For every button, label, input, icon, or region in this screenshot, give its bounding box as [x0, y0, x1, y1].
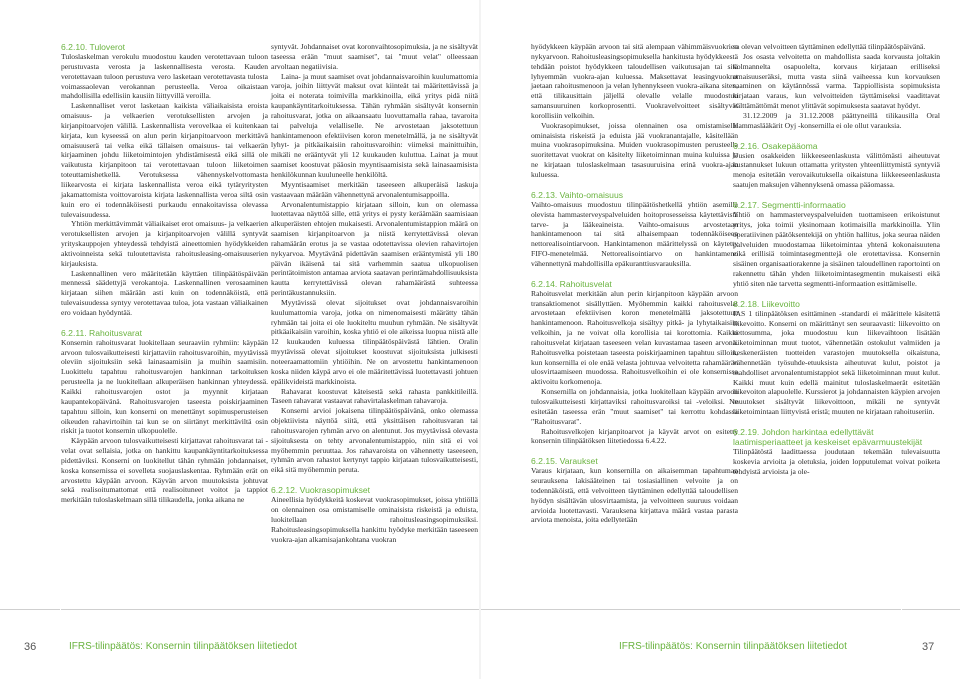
column-1 — [61, 42, 268, 505]
paragraph: Yhtiö on hammasterveyspalveluiden tuottamiseen erikoistunut yritys, joka toimii yksinomaan kotimaisilla markkinoilla. Ylin operatiivinen päätöksentekijä on yhtiön hallitus, joka seuraa näiden palveluiden muodostamaa liiketoimintaa yhtenä kokonaisuutena eikä erillisiä toimintasegmenttejä ole erotettavissa. Konsernin sisäinen organisaatiorakenne ja sisäinen taloudellinen raportointi on rakennettu tähän yhden liiketoimintasegmentin mukaisesti eikä yhtiö siten näe tarvetta segmentti-informaation esittämiselle. — [733, 209, 940, 288]
paragraph: Tuloslaskelman verokulu muodostuu kauden verotettavaan tuloon perustuvasta verosta ja laskennallisesta verosta. Kauden verotettavaan tuloon perustuva vero lasketaan verotettavasta tulosta voimassaolevan verokannan perusteella. Veroa oikaistaan mahdollisilla edellisiin kausiin liittyvillä veroilla. — [61, 52, 268, 101]
paragraph: Käypään arvoon tulosvaikutteisesti kirjattavat rahoitusvarat tai -velat ovat sellaisia, jotka on hankittu kaupankäyntitarkoituksessa pidettäviksi. Konserni on luokitellut tähän ryhmään johdannaiset, koska konsernissa ei sovelleta suojauslaskentaa. Ryhmään erät on arvostettu käypään arvoon. Käyvän arvon muutoksista johtuvat sekä realisoitumattomat että realisoituneet voitot ja tappiot merkitään tuloslaskelmaan sillä tilikaudella, jonka aikana ne — [61, 436, 268, 505]
paragraph: Myytävissä olevat sijoitukset ovat johdannaisvaroihin kuulumattomia varoja, jotka on nimenomaisesti määrätty tähän ryhmään tai joita ei ole luokiteltu muuhun ryhmään. Ne sisältyvät pitkäaikaisiin varoihin, koska yhtiö ei ole aikeissa luopua niistä alle 12 kuukauden kuluessa tilinpäätöspäivästä lähtien. Oralin myytävissä olevat sijoitukset koostuvat sijoituksista julkisesti noteeraamattomiin yhtiöihin. Ne on arvostettu hankintamenoon koska niiden käypä arvo ei ole määritettävissä luotettavasti johtuen epälikvideistä markkinoista. — [271, 297, 478, 386]
paragraph: Rahoitusvelkojen kirjanpitoarvot ja käyvät arvot on esitetty konsernin tilinpäätöksen liitetiedossa 6.4.22. — [531, 426, 738, 446]
section-heading: 6.2.16. Osakepääoma — [733, 140, 818, 151]
paragraph: Laskennalliset verot lasketaan kaikista väliaikaisista eroista omaisuus- ja velkaerien verotuksellisten arvojen ja kirjanpitoarvojen välillä. Laskennallista verovelkaa ei kuitenkaan kirjata, kun kyseessä on alun perin kirjanpitoarvoon merkittävä omaisuuserä tai velka eikä tällaisen omaisuus- tai velkaerän kirjaaminen johdu liiketoimintojen yhdistämisestä eikä sillä ole vaikutusta kirjanpitoon tai verotettavaan tuloon liiketoimen toteuttamishetkellä. Verotuksessa vähennyskelvottomasta liikearvosta ei kirjata laskennallista veroa eikä tytäryritysten jakamattomista voittovaroista kirjata laskennallista veroa siltä osin kuin ero ei todennäköisesti purkaudu ennakoitavissa olevassa tulevaisuudessa. — [61, 101, 268, 219]
paragraph: Laskennallinen vero määritetään käyttäen tilinpäätöspäivään mennessä säädettyjä verokantoja. Laskennallinen verosaaminen kirjataan siihen määrään asti kuin on todennäköistä, että tulevaisuudessa syntyy verotettavaa tuloa, jota vastaan väliaikainen ero voidaan hyödyntää. — [61, 268, 268, 317]
paragraph: 31.12.2009 ja 31.12.2008 päättyneillä tilikausilla Oral Hammaslääkärit Oyj -konsernilla ei ole ollut varauksia. — [733, 110, 940, 130]
section-heading: 6.2.19. Johdon harkintaa edellyttävät laatimisperiaatteet ja keskeiset epävarmuustekijät — [733, 427, 923, 447]
page-number-right: 37 — [922, 641, 935, 653]
paragraph: Rahoitusvelat merkitään alun perin kirjanpitoon käypään arvoon transaktiomenot sisällyttäen. Myöhemmin kaikki rahoitusvelat arvostetaan efektiivisen koron menetelmällä jaksotettuun hankintamenoon. Rahoitusvelkoja sisältyy pitkä- ja lyhytaikaisiin velkoihin, ja ne voivat olla korollisia tai korottomia. Kaikki rahoitusvelat kirjataan taseeseen velan kuvastamaa taseen arvona. Rahoitusvelka poistetaan taseesta poiskirjaaminen tapahtuu silloin, kun konsernilla ei ole enää velasta johtuvaa velvoitetta rahamäärän ulosvirtaamiseen muodossa. Rahoitusvelkoihin ei ole konsernissa aktivoitu korkomenoja. — [531, 288, 738, 387]
paragraph: Konserni arvioi jokaisena tilinpäätöspäivänä, onko olemassa objektiivista näyttöä siitä, että yksittäisen rahoitusvaran tai rahoitusvarojen ryhmän arvo on alentunut. Jos myytävissä olevasta sijoituksesta on tehty arvonalentumistappio, niin sitä ei voi myöhemmin peruuttaa. Jos rahavaroista on vähennetty taseeseen, ryhmän arvon rahastot kertynyt tappio kirjataan tulosvaikutteisesti, eikä sitä myöhemmin peruta. — [271, 406, 478, 475]
column-4 — [733, 42, 940, 477]
paragraph: Laina- ja muut saamiset ovat johdannaisvaroihin kuulumattomia varoja, joihin liittyvät maksut ovat kiinteät tai määritettävissä ja joita ei noterata toimivilla markkinoilla, eikä yritys pidä niitä kaupankäyntitarkoituksessa. Tähän ryhmään sisältyvät konsernin rahoitusvarat, jotka on aikaansaatu luovuttamalla rahaa, tavaroita tai palveluja velalliselle. Ne arvostetaan jaksotettuun hankintamenoon efektiivisen koron menetelmällä, ja ne sisältyvät lyhyt- ja pitkäaikaisiin rahoitusvaroihin: viimeksi mainittuihin, mikäli ne erääntyvät yli 12 kuukauden kuluttua. Lainat ja muut saamiset koostuvat pääosin myyntisaamisista sekä lainasaamisista henkilökunnan kuuluneelle henkilöltä. — [271, 71, 478, 179]
section-heading: 6.2.11. Rahoitusvarat — [61, 327, 143, 338]
section-heading: 6.2.15. Varaukset — [531, 456, 598, 467]
footer-rule — [902, 609, 960, 610]
column-3 — [531, 42, 738, 525]
column-2 — [271, 42, 478, 544]
page-footer — [0, 609, 960, 679]
paragraph: Vaihto-omaisuus muodostuu tilinpäätöshetkellä yhtiön asemilla olevista hammasterveyspalveluiden hoitoprosesseissa käytettävistä tarve- ja lääkeaineista. Vaihto-omaisuus arvostetaan hankintamenoon tai sitä alhaisempaan todennäköiseen nettorealisointiarvoon. Hankintamenon määrittelyssä on käytetty FIFO-menetelmää. Nettorealisointiarvo on hankintameno vähennettynä mahdollisilla epäkuranttiusvarauksilla. — [531, 199, 738, 268]
paragraph: Rahavarat koostuvat käteisestä sekä rahasta pankkitileillä. Taseen rahavarat vastaavat rahavirtalaskelman rahavaroja. — [271, 386, 478, 406]
paragraph: Aineellisia hyödykkeitä koskevat vuokrasopimukset, joissa yhtiöllä on olennainen osa omistamiselle ominaisista riskeistä ja eduista, luokitellaan rahoitusleasingsopimuksiksi. Rahoitusleasingsopimuksella hankittu hyödyke merkitään taseeseen vuokra-ajan alkamisajankohtana vuokran — [271, 495, 478, 544]
paragraph: Konsernin rahoitusvarat luokitellaan seuraaviin ryhmiin: käypään arvoon tulosvaikutteisesti kirjattaviin rahoitusvaroihin, myytävissä oleviin sijoituksiin sekä lainasaamisiin ja muihin saamisiin. Luokittelu tapahtuu rahoitusvarojen hankinnan tarkoituksen perusteella ja ne luokitellaan alkuperäisen hankinnan yhteydessä. Kaikki rahoitusvarojen ostot ja myynnit kirjataan kaupantekopäivänä. Rahoitusvarojen taseesta poiskirjaaminen tapahtuu silloin, kun konserni on menettänyt sopimusperusteisen oikeuden rahavirtoihin tai kun se on siirtänyt merkittäviltä osin riskit ja tuotot konsernin ulkopuolelle. — [61, 337, 268, 436]
page-number-left: 36 — [24, 641, 37, 653]
paragraph: Uusien osakkeiden liikkeeseenlaskusta välittömästi aiheutuvat kustannukset lukuun ottamatta yritysten yhteenliittymistä syntyviä menoja esitetään verovaikutuksella oikaistuna liikkeeseenlaskusta saatujen maksujen vähennyksenä omassa pääomassa. — [733, 150, 940, 190]
paragraph: Tilinpäätöstä laadittaessa joudutaan tekemään tulevaisuutta koskevia arvioita ja oletuksia, joiden lopputulemat voivat poiketa tehdyistä arvioista ja ole- — [733, 447, 940, 476]
paragraph: Yhtiön merkittävimmät väliaikaiset erot omaisuus- ja velkaerien verotuksellisten arvojen ja kirjanpitoarvojen välillä syntyvät yrityskauppojen yhteydessä tehdyistä aineettomien hyödykkeiden aktivoinneista sekä tuloutettavista rahoitusleasing-omaisuuserien kirjauksista. — [61, 219, 268, 268]
spread-gutter — [479, 0, 481, 679]
footer-rule — [61, 609, 479, 610]
paragraph: Varaus kirjataan, kun konsernilla on aikaisemman tapahtuman seurauksena lakisääteinen tai tosiasiallinen velvoite ja on todennäköistä, että velvoitteen täyttäminen edellyttää taloudellisen hyödyn sisältävän ulosvirtaamista, ja velvoitteen suuruus voidaan arvioida luotettavasti. Varauksena kirjattava määrä vastaa parasta arviota menoista, joita edellytetään — [531, 466, 738, 525]
paragraph: Vuokrasopimukset, joissa olennainen osa omistamiselle ominaisista riskeistä ja eduista jää vuokranantajalle, käsitellään muina vuokrasopimuksina. Muiden vuokrasopimusten perusteella suoritettavat vuokrat on käsitelty liiketoiminnan muina kuluissa ja ne kirjataan tuloslaskelmaan tasasuuruisina erinä vuokra-ajan kuluessa. — [531, 120, 738, 179]
section-heading: 6.2.14. Rahoitusvelat — [531, 278, 612, 289]
paragraph: Arvonalentumistappio kirjataan silloin, kun on olemassa luotettavaa näyttöä sille, että yritys ei pysty keräämään saamisiaan alkuperäisten ehtojen mukaisesti. Arvonalentumistappion määrä on saamisen kirjanpitoarvon ja niistä kerrytettävissä olevan rahamäärän erotus ja se vastaa odotettavissa olevien rahavirtojen nykyarvoa. Myytävänä pidettävän saamisen erääntymistä yli 180 päivän ikäisenä tai sitä varhemmin saatua ulkopuolisen perintätoimiston antamaa arviota saatavan perintämahdollisuuksista kautta kerrytettävissä olevan rahamäärästä suhteessa perintäkustannuksiin. — [271, 199, 478, 298]
footer-title-right: IFRS-tilinpäätös: Konsernin tilinpäätöksen liitetiedot — [619, 641, 847, 652]
section-heading: 6.2.10. Tuloverot — [61, 42, 126, 52]
section-heading: 6.2.18. Liikevoitto — [733, 298, 800, 309]
paragraph: Myyntisaamiset merkitään taseeseen alkuperäisä laskuja vastaavaan määrään vähennettynä arvonalentumisappoilla. — [271, 179, 478, 199]
paragraph: sa olevan velvoitteen täyttäminen edellyttää tilinpäätöspäivänä. — [733, 42, 926, 51]
paragraph: Jos osasta velvoitetta on mahdollista saada korvausta joltakin kolmannelta osapuolelta, korvaus kirjataan erilliseksi omaisuuseräksi, mutta vasta siinä vaiheessa kun korvauksen saaminen on käytännössä varma. Tappiollisista sopimuksista kirjataan varaus, kun velvoitteiden täyttämiseksi vaadittavat välttämättömät menot ylittävät sopimuksesta saatavat hyödyt. — [733, 51, 940, 111]
footer-title-left: IFRS-tilinpäätös: Konsernin tilinpäätöksen liitetiedot — [69, 641, 297, 652]
paragraph: syntyvät. Johdannaiset ovat koronvaihtosopimuksia, ja ne sisältyvät taseessa erään "muut saamiset", tai "muut velat" olleessaan arvoltaan negatiivisia. — [271, 42, 478, 71]
paragraph: Konsernilla on johdannaisia, jotka luokitellaan käypään arvoon tulosvaikutteisesti kirjattaviksi rahoitusvaroiksi tai -veloiksi. Ne esitetään taseessa erän "muut saamiset" tai kerrottu kohdassa "Rahoitusvarat". — [531, 387, 738, 426]
footer-rule — [0, 609, 60, 610]
section-heading: 6.2.13. Vaihto-omaisuus — [531, 189, 624, 200]
paragraph: hyödykkeen käypään arvoon tai sitä alempaan vähimmäisvuokrien nykyarvoon. Rahoitusleasingsopimuksella hankitusta hyödykkeestä tehdään poistot hyödykkeen taloudellisen vaikutusajan tai sitä lyhyemmän vuokra-ajan kuluessa. Maksettavat leasingvuokrat jaetaan rahoitusmenoon ja velan lyhennykseen vuokra-aikana siten, että tilikausittain jäljellä olevalle velalle muodostuu samansuuruinen korkoprosentti. Vuokravelvoitteet sisältyvät korollisiin velkoihin. — [531, 42, 738, 120]
paragraph: IAS 1 tilinpäätöksen esittäminen -standardi ei määrittele käsitettä liikevoitto. Konserni on määrittänyt sen seuraavasti: liikevoitto on nettosumma, joka muodostuu kun liikevaihtoon lisätään liiketoiminnan muut tuotot, vähennetään ostokulut valmiiden ja keskeneräisten tuotteiden varastojen muutoksella oikaistuna, vähennetään työsuhde-etuuksista aiheutuvat kulut, poistot ja mahdolliset arvonalentumistappiot sekä liiketoiminnan muut kulut. Kaikki muut kuin edellä mainitut tuloslaskelmaerät esitetään liikevoiton alapuolelle. Kurssierot ja johdannaisten käypien arvojen muutokset sisältyvät liikevoittoon, mikäli ne syntyvät liiketoimintaan liittyvistä eristä; muuten ne kirjataan rahoituseriin. — [733, 308, 940, 417]
section-heading: 6.2.12. Vuokrasopimukset — [271, 485, 371, 496]
section-heading: 6.2.17. Segmentti-informaatio — [733, 199, 846, 210]
footer-rule — [481, 609, 901, 610]
